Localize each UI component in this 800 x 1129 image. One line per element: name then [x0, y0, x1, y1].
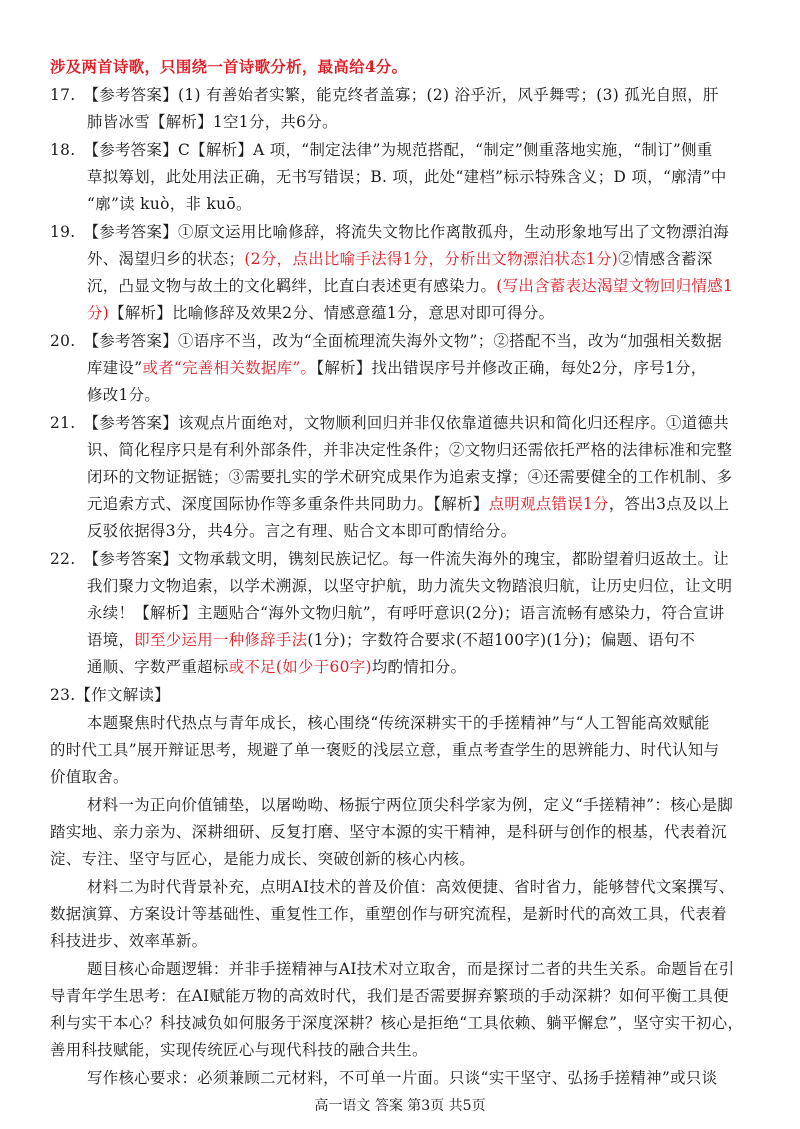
text-run: 的时代工具”展开辩证思考，规避了单一褒贬的浅层立意，重点考查学生的思辨能力、时代认知与 [50, 741, 720, 759]
text-line [87, 603, 724, 623]
text-run: 【解析】找出错误序号并修改正确，每处2分，序号1分， [316, 359, 707, 377]
text-run: 科技进步、效率革新。 [50, 932, 208, 950]
text-line [87, 194, 252, 214]
text-line [87, 521, 517, 541]
text-run: 涉及两首诗歌，只围绕一首诗歌分析，最高给4分。 [50, 58, 408, 76]
text-line [87, 657, 466, 677]
text-line [50, 222, 729, 242]
text-run: 我们聚力文物追索，以学术溯源，以坚守护航，助力流失文物踏浪归航，让历史归位，让文明 [87, 577, 733, 595]
text-line [50, 85, 719, 105]
text-run: 23.【作文解读】 [50, 686, 170, 704]
text-line [50, 822, 727, 842]
text-run: 沉，凸显文物与故土的文化羁绊，比直白表述更有感染力。 [87, 277, 497, 295]
text-line [50, 986, 729, 1006]
text-run: 修改1分。 [87, 386, 161, 404]
text-run: ，答出3点及以上 [608, 495, 730, 513]
text-line [87, 440, 732, 460]
text-line [87, 167, 727, 187]
text-run: 18. 【参考答案】C【解析】A 项，“制定法律”为规范搭配，“制定”侧重落地实施，“制订”侧重 [50, 141, 713, 159]
text-line [50, 849, 475, 869]
text-run: 肺皆冰雪【解析】1空1分，共6分。 [87, 113, 338, 131]
text-run: ②情感含蓄深 [618, 250, 713, 268]
red-annotation: (2分，点出比喻手法得1分，分析出文物漂泊状态1分) [244, 250, 619, 268]
text-run: 材料一为正向价值铺垫，以屠呦呦、杨振宁两位顶尖科学家为例，定义“手搓精神”：核心是脚 [87, 796, 734, 814]
text-run: 价值取舍。 [50, 768, 129, 786]
text-line [87, 112, 338, 132]
text-run: 外、渴望归乡的状态； [87, 250, 245, 268]
red-annotation: 分) [87, 304, 110, 322]
text-run: “廓”读 kuò，非 kuō。 [87, 195, 252, 213]
text-run: 淀、专注、坚守与匠心，是能力成长、突破创新的核心内核。 [50, 850, 475, 868]
text-run: (1分)；字数符合要求(不超100字)(1分)；偏题、语句不 [307, 631, 696, 649]
text-line [50, 413, 729, 433]
text-line [50, 931, 207, 951]
text-run: 21. 【参考答案】该观点片面绝对，文物顺利回归并非仅依靠道德共识和简化归还程序。①道德共 [50, 414, 729, 432]
text-run: 导青年学生思考：在AI赋能万物的高效时代，我们是否需要摒弃繁琐的手动深耕？如何平衡工具便 [50, 987, 730, 1005]
text-run: 写作核心要求：必须兼顾二元材料，不可单一片面。只谈“实干坚守、弘扬手搓精神”或只谈 [87, 1069, 718, 1087]
text-run: 19. 【参考答案】①原文运用比喻修辞，将流失文物比作离散孤舟，生动形象地写出了文物漂泊海 [50, 223, 729, 241]
text-run: 22. 【参考答案】文物承载文明，镌刻民族记忆。每一件流失海外的瑰宝，都盼望着归返故土。让 [50, 550, 729, 568]
text-run: 闭环的文物证据链；③需要扎实的学术研究成果作为追索支撑；④还需要健全的工作机制、多 [87, 468, 733, 486]
text-run: 库建设” [87, 359, 143, 377]
text-line [87, 959, 735, 979]
red-annotation: 或不足(如少于60字) [228, 658, 372, 676]
text-run: 题目核心命题逻辑：并非手搓精神与AI技术对立取舍，而是探讨二者的共生关系。命题旨在引 [87, 960, 735, 978]
text-run: 17. 【参考答案】(1) 有善始者实繁，能克终者盖寡；(2) 浴乎沂，风乎舞雩；(3) 孤光自照，肝 [50, 86, 719, 104]
text-run: 反驳依据得3分，共4分。言之有理、贴合文本即可酌情给分。 [87, 522, 517, 540]
text-run: 【解析】比喻修辞及效果2分、情感意蕴1分，意思对即可得分。 [109, 304, 555, 322]
text-line [50, 904, 727, 924]
text-run: 通顺、字数严重超标 [87, 658, 229, 676]
text-run: 本题聚焦时代热点与青年成长，核心围绕“传统深耕实干的手搓精神”与“人工智能高效赋能 [87, 714, 710, 732]
red-annotation: 即至少运用一种修辞手法 [134, 631, 308, 649]
text-run: 元追索方式、深度国际协作等多重条件共同助力。【解析】 [87, 495, 489, 513]
text-line [50, 685, 170, 705]
text-run: 善用科技赋能，实现传统匠心与现代科技的融合共生。 [50, 1041, 428, 1059]
text-run: 材料二为时代背景补充，点明AI技术的普及价值：高效便捷、省时省力，能够替代文案撰写、 [87, 878, 735, 896]
text-line [50, 140, 713, 160]
text-run: 踏实地、亲力亲为、深耕细研、反复打磨、坚守本源的实干精神，是科研与创作的根基，代表着沉 [50, 823, 727, 841]
text-line [50, 767, 129, 787]
text-run: 20. 【参考答案】①语序不当，改为“全面梳理流失海外文物”；②搭配不当，改为“加强相关数据 [50, 332, 723, 350]
text-line [87, 276, 733, 296]
text-line [50, 740, 719, 760]
text-line [87, 494, 729, 514]
red-annotation: 点明观点错误1分 [488, 495, 609, 513]
text-line [87, 303, 554, 323]
text-line [87, 576, 732, 596]
text-line [50, 549, 729, 569]
text-line [87, 358, 707, 378]
text-line [87, 713, 710, 733]
text-line [87, 385, 160, 405]
text-line [87, 249, 713, 269]
text-line [87, 467, 732, 487]
text-line [87, 630, 695, 650]
text-line [50, 1013, 743, 1033]
text-run: 识、简化程序只是有利外部条件，并非决定性条件；②文物归还需依托严格的法律标准和完整 [87, 441, 733, 459]
text-run: 草拟筹划，此处用法正确，无书写错误；B. 项，此处“建档”标示特殊含义；D 项，“廓清”中 [87, 168, 727, 186]
text-run: 均酌情扣分。 [371, 658, 467, 676]
red-annotation: 或者“完善相关数据库”。 [142, 359, 317, 377]
text-run: 数据演算、方案设计等基础性、重复性工作，重塑创作与研究流程，是新时代的高效工具，代表着 [50, 905, 727, 923]
text-line [50, 57, 407, 77]
text-line [87, 1068, 717, 1088]
text-line [87, 877, 735, 897]
text-line [87, 795, 733, 815]
text-run: 永续！【解析】主题贴合“海外文物归航”，有呼吁意识(2分)；语言流畅有感染力，符合宣讲 [87, 604, 725, 622]
text-run: 利与实干本心？科技减负如何服务于深度深耕？核心是拒绝“工具依赖、躺平懈怠”，坚守实干初心， [50, 1014, 744, 1032]
text-run: 语境， [87, 631, 135, 649]
text-line [50, 331, 722, 351]
red-annotation: (写出含蓄表达渴望文物回归情感1 [496, 277, 734, 295]
text-line [50, 1040, 428, 1060]
page-footer: 高一语文 答案 第3页 共5页 [314, 1098, 486, 1114]
